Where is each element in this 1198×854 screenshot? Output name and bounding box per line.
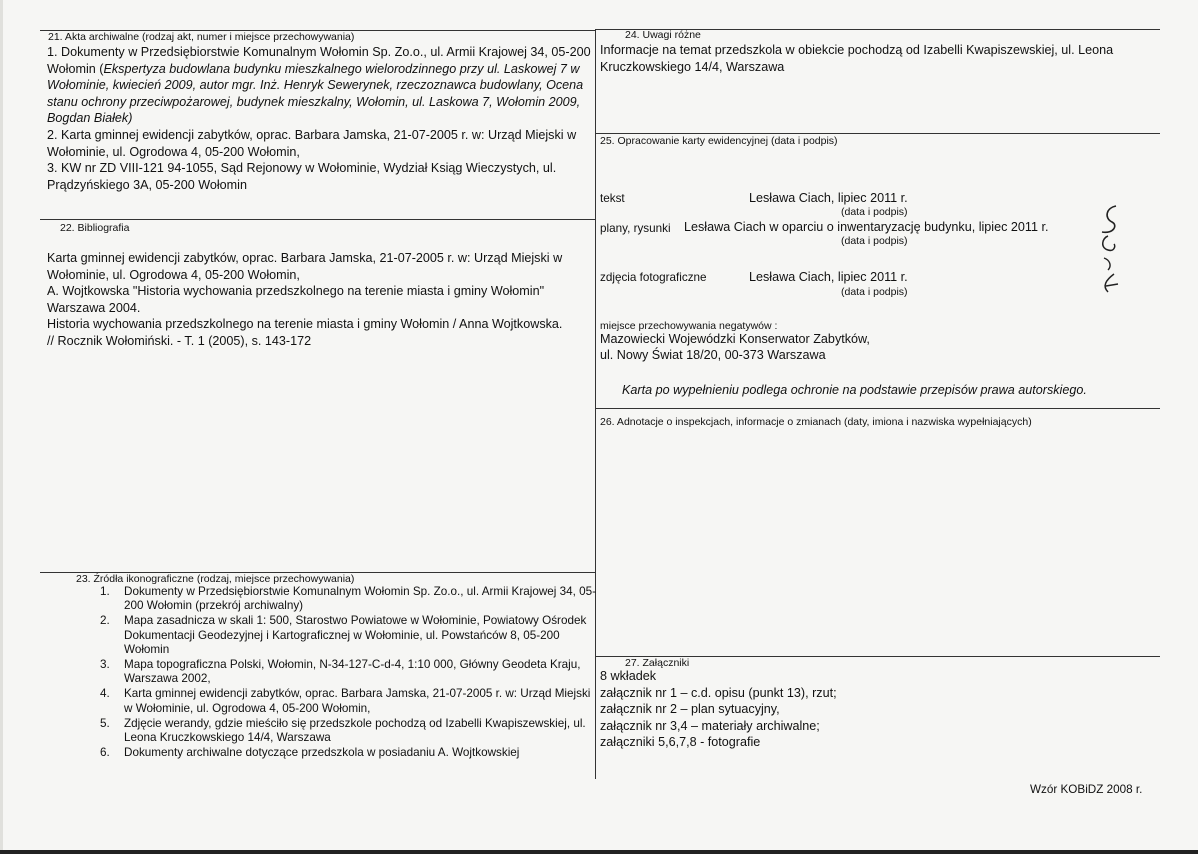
handwritten-signature: [1088, 200, 1128, 310]
attachment-line: załącznik nr 2 – plan sytuacyjny,: [600, 702, 780, 717]
section-21-label: 21. Akta archiwalne (rodzaj akt, numer i miejsce przechowywania): [48, 31, 355, 43]
section-24-label: 24. Uwagi różne: [625, 29, 701, 41]
plany-label: plany, rysunki: [600, 222, 671, 235]
attachment-line: 8 wkładek: [600, 669, 657, 683]
list-item-text: Mapa zasadnicza w skali 1: 500, Starostwo Powiatowe w Wołominie, Powiatowy Ośrodek Dokumentacji Geodezyjnej i Kartograficznej w Wołominie, ul. Powstańców 8, 05-200 Wołomin: [124, 614, 587, 656]
list-item-text: Karta gminnej ewidencji zabytków, oprac. Barbara Jamska, 21-07-2005 r. w: Urząd Miejski w Wołominie, ul. Ogrodowa 4, 05-200 Wołomin,: [124, 687, 591, 715]
list-item-number: 5.: [100, 716, 110, 730]
section-22-body: Karta gminnej ewidencji zabytków, oprac. Barbara Jamska, 21-07-2005 r. w: Urząd Miejski w Wołominie, ul. Ogrodowa 4, 05-200 Wołomin, A. Wojtkowska "Historia wychowania przedszkolnego na terenie miasta i gminy Wołomin" Warszawa 2004. Historia wychowania przedszkolnego na terenie miasta i gminy Wołomin / Anna Wojtkowska. // Rocznik Wołomiński. - T. 1 (2005), s. 143-172: [47, 251, 563, 348]
attachment-line: załączniki 5,6,7,8 - fotografie: [600, 735, 761, 750]
section-26-label: 26. Adnotacje o inspekcjach, informacje o zmianach (daty, imiona i nazwiska wypełniających): [600, 416, 1032, 428]
copyright-note: Karta po wypełnieniu podlega ochronie na podstawie przepisów prawa autorskiego.: [622, 383, 1087, 397]
list-item: [60, 746, 600, 760]
rule-26: [595, 408, 1160, 409]
list-item-text: Dokumenty archiwalne dotyczące przedszkola w posiadaniu A. Wojtkowskiej: [124, 746, 520, 760]
negatives-label: miejsce przechowywania negatywów :: [600, 320, 778, 332]
attachment-line: załącznik nr 1 – c.d. opisu (punkt 13), rzut;: [600, 685, 837, 700]
rule-22: [40, 219, 595, 220]
section-25-label: 25. Opracowanie karty ewidencyjnej (data i podpis): [600, 135, 838, 147]
plany-date-sign: (data i podpis): [841, 235, 908, 247]
zdjecia-label: zdjęcia fotograficzne: [600, 271, 707, 284]
plany-value: Lesława Ciach w oparciu o inwentaryzację budynku, lipiec 2011 r.: [684, 220, 1049, 234]
section-24-body: Informacje na temat przedszkola w obiekcie pochodzą od Izabelli Kwapiszewskiej, ul. Leona Kruczkowskiego 14/4, Warszawa: [600, 43, 1114, 74]
scan-bottom-edge: [0, 850, 1198, 854]
zdjecia-value: Lesława Ciach, lipiec 2011 r.: [749, 270, 908, 284]
tekst-date-sign: (data i podpis): [841, 206, 908, 218]
list-item: [60, 658, 600, 686]
section-21-item-1: 1. Dokumenty w Przedsiębiorstwie Komunalnym Wołomin Sp. Zo.o., ul. Armii Krajowej 34, 05-200 Wołomin (: [47, 45, 591, 76]
form-template-label: Wzór KOBiDZ 2008 r.: [1030, 783, 1143, 796]
list-item-text: Mapa topograficzna Polski, Wołomin, N-34-127-C-d-4, 1:10 000, Główny Geodeta Kraju, Warszawa 2002,: [124, 658, 581, 686]
list-item-number: 3.: [100, 658, 110, 672]
section-21-item-1-italic: Ekspertyza budowlana budynku mieszkalnego wielorodzinnego przy ul. Laskowej 7 w Wołominie, kwiecień 2009, autor mgr. Inż. Henryk Sewerynek, rzeczoznawca budowlany, Ocena stanu ochrony przeciwpożarowej, budynek mieszkalny, Wołomin, ul. Laskowa 7, Wołomin 2009, Bogdan Białek): [47, 61, 584, 126]
section-21-item-3: 3. KW nr ZD VIII-121 94-1055, Sąd Rejonowy w Wołominie, Wydział Ksiąg Wieczystych, ul. Prądzyńskiego 3A, 05-200 Wołomin: [47, 161, 557, 192]
list-item-text: Dokumenty w Przedsiębiorstwie Komunalnym Wołomin Sp. Zo.o., ul. Armii Krajowej 34, 05-200 Wołomin (przekrój archiwalny): [124, 585, 597, 613]
section-27-label: 27. Załączniki: [625, 657, 690, 669]
list-item: [60, 585, 600, 613]
negatives-line-1: Mazowiecki Wojewódzki Konserwator Zabytków,: [600, 332, 870, 346]
list-item-number: 4.: [100, 687, 110, 701]
list-item: [60, 614, 600, 657]
list-item-number: 1.: [100, 585, 110, 598]
list-item-text: Zdjęcie werandy, gdzie mieściło się przedszkole pochodzą od Izabelli Kwapiszewskiej, ul. Leona Kruczkowskiego 14/4, Warszawa: [124, 716, 586, 745]
negatives-line-2: ul. Nowy Świat 18/20, 00-373 Warszawa: [600, 348, 826, 362]
list-item-number: 2.: [100, 614, 110, 628]
zdjecia-date-sign: (data i podpis): [841, 286, 908, 298]
scan-edge: [0, 0, 3, 854]
tekst-label: tekst: [600, 192, 625, 205]
list-item: [60, 717, 600, 745]
section-23-list: [60, 585, 600, 761]
list-item: [60, 687, 600, 715]
list-item-number: 6.: [100, 746, 110, 760]
section-21-item-2: 2. Karta gminnej ewidencji zabytków, oprac. Barbara Jamska, 21-07-2005 r. w: Urząd Miejski w Wołominie, ul. Ogrodowa 4, 05-200 Wołomin,: [47, 127, 577, 159]
section-23-label: 23. Źródła ikonograficzne (rodzaj, miejsce przechowywania): [76, 573, 355, 585]
tekst-value: Lesława Ciach, lipiec 2011 r.: [749, 191, 908, 205]
section-21-body: [47, 44, 592, 193]
section-22-label: 22. Bibliografia: [60, 222, 130, 234]
section-27-body: [600, 668, 1140, 751]
rule-25: [595, 133, 1160, 134]
attachment-line: załącznik nr 3,4 – materiały archiwalne;: [600, 718, 820, 733]
